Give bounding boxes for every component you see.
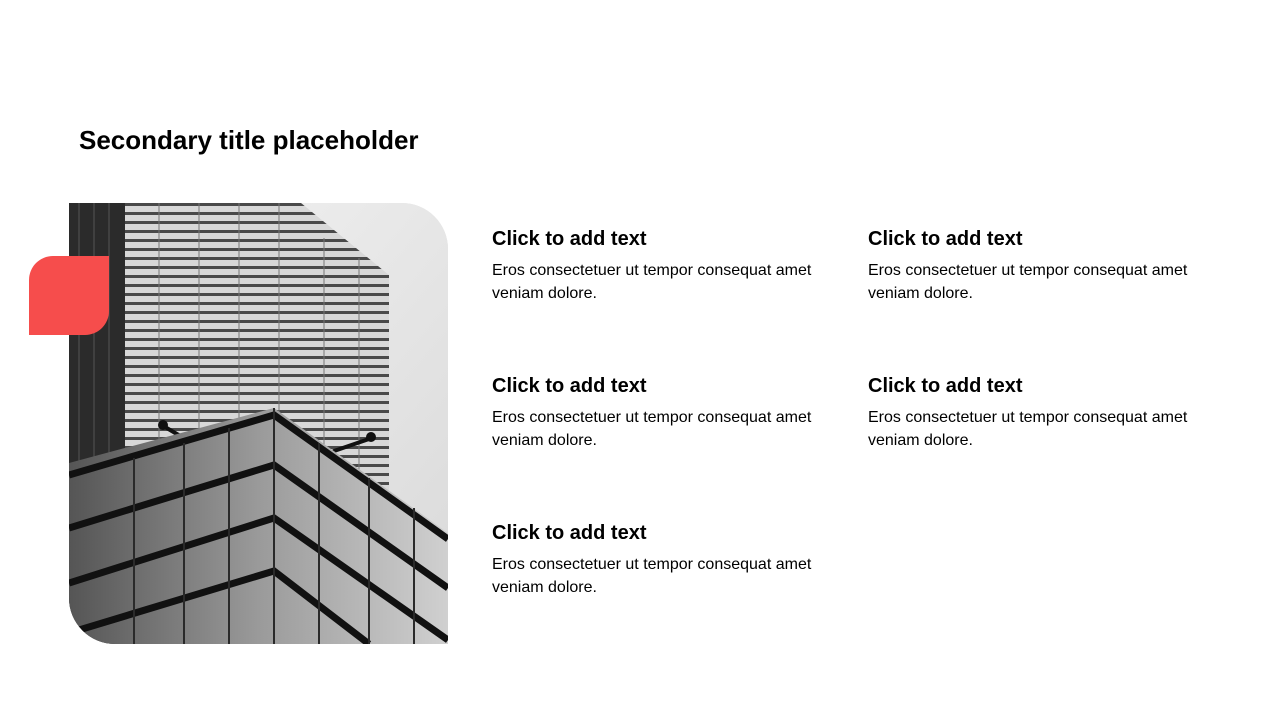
item-heading[interactable]: Click to add text	[492, 375, 647, 397]
content-item-5	[492, 520, 832, 599]
item-body[interactable]: Eros consectetuer ut tempor consequat amet veniam dolore.	[492, 556, 812, 596]
item-heading[interactable]: Click to add text	[868, 375, 1023, 397]
item-heading[interactable]: Click to add text	[868, 228, 1023, 250]
content-item-2	[868, 226, 1208, 305]
item-heading[interactable]: Click to add text	[492, 228, 647, 250]
item-body[interactable]: Eros consectetuer ut tempor consequat amet veniam dolore.	[492, 262, 812, 302]
content-item-3	[492, 373, 832, 452]
item-body[interactable]: Eros consectetuer ut tempor consequat amet veniam dolore.	[868, 262, 1188, 302]
building-illustration	[69, 203, 448, 644]
item-body[interactable]: Eros consectetuer ut tempor consequat amet veniam dolore.	[868, 409, 1188, 449]
content-item-4	[868, 373, 1208, 452]
content-item-1	[492, 226, 832, 305]
building-photo	[69, 203, 448, 644]
accent-shape	[29, 256, 109, 335]
slide-title[interactable]: Secondary title placeholder	[79, 125, 419, 155]
item-body[interactable]: Eros consectetuer ut tempor consequat amet veniam dolore.	[492, 409, 812, 449]
item-heading[interactable]: Click to add text	[492, 522, 647, 544]
